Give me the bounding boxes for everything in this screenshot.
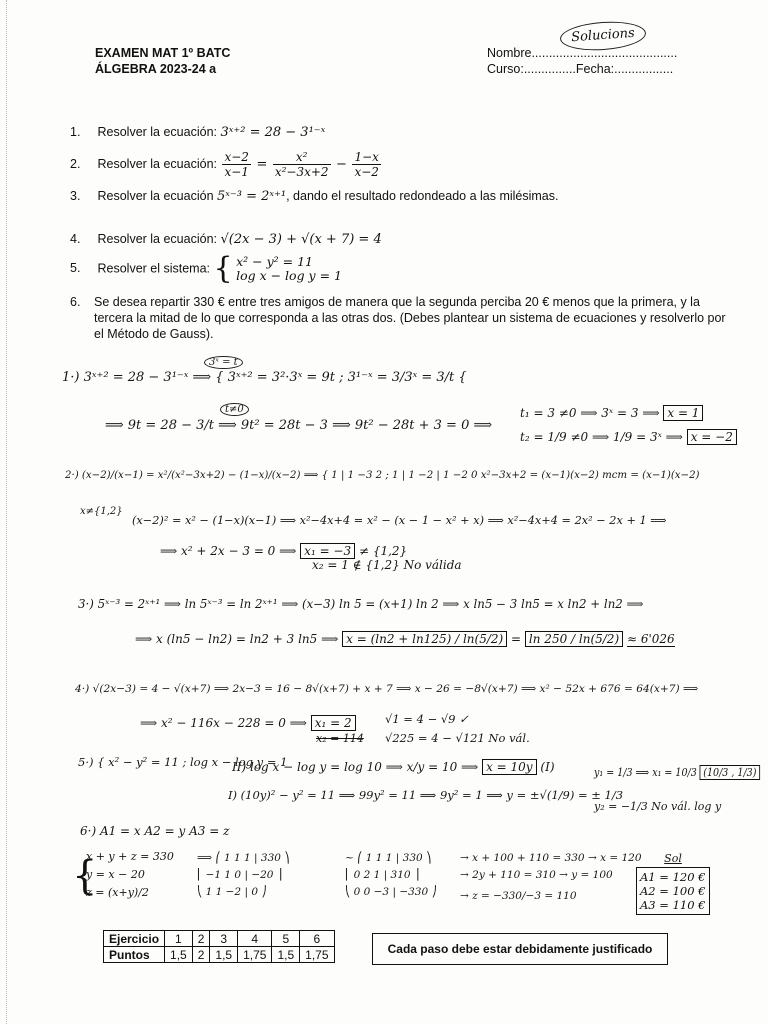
table-cell: 2 <box>192 931 210 947</box>
matrix-initial-row-2: ⎜ −1 1 0 | −20 ⎟ <box>197 869 283 881</box>
justification-note: Cada paso debe estar debidamente justificado <box>372 933 668 965</box>
scan-margin <box>0 0 7 1024</box>
table-row <box>104 947 335 963</box>
table-cell: 2 <box>192 947 210 963</box>
equation-tag: (I) <box>540 760 555 774</box>
solution-2-line-2: (x−2)² = x² − (1−x)(x−1) ⟹ x²−4x+4 = x² − (x − 1 − x² + x) ⟹ x²−4x+4 = 2x² − 2x + 1 ⟹ <box>132 514 667 527</box>
numerator: x² <box>273 150 331 165</box>
student-fields <box>487 45 677 77</box>
question-math: 3ˣ⁺² = 28 − 3¹⁻ˣ <box>220 125 326 140</box>
equation-2: log x − log y = 1 <box>236 268 342 283</box>
question-math: 5ˣ⁻³ = 2ˣ⁺¹ <box>217 189 287 204</box>
fraction <box>352 150 380 179</box>
rounded-answer: ≈ 6'026 <box>626 632 675 646</box>
back-substitution-3: → z = −330/−3 = 110 <box>460 890 577 902</box>
solution-5-line-1 <box>232 760 555 774</box>
answer-a1: A1 = 120 € <box>640 870 706 884</box>
question-number: 1. <box>70 125 81 139</box>
denominator: x−2 <box>354 165 379 179</box>
solution-6-answer-box <box>636 852 710 915</box>
root-text: t₁ = 3 ≠0 ⟹ 3ˣ = 3 ⟹ <box>520 406 660 420</box>
equation-text: ⟹ x² + 2x − 3 = 0 ⟹ <box>160 544 297 558</box>
matrix-reduced-row-2: ⎜ 0 2 1 | 310 ⎟ <box>345 869 420 881</box>
question-tail: , dando el resultado redondeado a las milésimas. <box>286 189 559 203</box>
root-1-answer: x = 1 <box>663 405 703 421</box>
solution-4-check-1: √1 = 4 − √9 ✓ <box>385 712 469 726</box>
fraction <box>273 150 331 179</box>
solution-4-check-2: √225 = 4 − √121 No vál. <box>385 731 530 745</box>
root-1-answer: x₁ = −3 <box>300 543 355 559</box>
exam-title <box>95 45 230 77</box>
solution-3-line-2: ⟹ x (ln5 − ln2) = ln2 + 3 ln5 ⟹ x = (ln2 + ln125) / ln(5/2) = ln 250 / ln(5/2) ≈ 6'026 <box>135 632 675 646</box>
simplified-answer: ln 250 / ln(5/2) <box>525 631 623 647</box>
solution-1-line-2: ⟹ 9t = 28 − 3/t ⟹ 9t² = 28t − 3 ⟹ 9t² − 28t + 3 = 0 ⟹ <box>105 418 493 433</box>
solution-1-condition: t≠0 <box>220 403 249 416</box>
matrix-initial-row-3: ⎝ 1 1 −2 | 0 ⎠ <box>197 886 267 898</box>
exam-title-line1: EXAMEN MAT 1º BATC <box>95 46 231 60</box>
course-date-field: Curso:...............Fecha:................. <box>487 62 674 76</box>
question-text: Resolver la ecuación: <box>97 232 217 246</box>
root-1-answer: x₁ = 2 <box>311 715 356 731</box>
question-1 <box>70 124 325 141</box>
answer-a2: A2 = 100 € <box>640 884 706 898</box>
table-cell: 1,5 <box>272 947 300 963</box>
points-table <box>103 930 335 963</box>
solutions-stamp: Solucions <box>559 19 647 53</box>
root-1-check: ≠ {1,2} <box>358 544 408 558</box>
root-2-answer: x = −2 <box>687 429 737 445</box>
solution-2-line-3 <box>160 544 407 558</box>
question-5: 5. Resolver el sistema: { x² − y² = 11 log x − log y = 1 <box>70 251 342 286</box>
equation-1: x² − y² = 11 <box>236 254 313 269</box>
solution-4-root-2: x₂ = 114 <box>316 732 364 745</box>
back-substitution-1: → x + 100 + 110 = 330 → x = 120 <box>460 852 642 864</box>
substitution-answer: x = 10y <box>482 759 537 775</box>
solution-1-line-1: 1·) 3ˣ⁺² = 28 − 3¹⁻ˣ ⟹ { 3ˣ⁺² = 3²·3ˣ = 9t ; 3¹⁻ˣ = 3/3ˣ = 3/t { <box>62 370 467 385</box>
question-text: Se desea repartir 330 € entre tres amigos de manera que la segunda perciba 20 € menos que la primera, y la tercera la mitad de lo que corresponda a las otras dos. (Debes plantear un sistema de ecuaciones y resolverlo por el Método de Gauss). <box>94 295 726 341</box>
solution-5-line-2: I) (10y)² − y² = 11 ⟹ 99y² = 11 ⟹ 9y² = 1 ⟹ y = ±√(1/9) = ± 1/3 <box>228 788 624 802</box>
fraction <box>222 150 250 179</box>
solution-4-line-1: 4·) √(2x−3) = 4 − √(x+7) ⟹ 2x−3 = 16 − 8√(x+7) + x + 7 ⟹ x − 26 = −8√(x+7) ⟹ x² − 52x + 676 = 64(x+7) ⟹ <box>75 683 699 695</box>
solution-6-unknowns: 6·) A1 = x A2 = y A3 = z <box>80 824 230 838</box>
numerator: x−2 <box>224 150 249 164</box>
table-cell: 4 <box>238 931 272 947</box>
equation-text: ⟹ x (ln5 − ln2) = ln2 + 3 ln5 ⟹ <box>135 632 339 646</box>
root-text: y₁ = 1/3 ⟹ x₁ = 10/3 <box>594 766 697 779</box>
exact-answer: x = (ln2 + ln125) / ln(5/2) <box>342 631 507 647</box>
answer-a3: A3 = 110 € <box>640 898 706 912</box>
solution-1-substitution: 3ˣ = t <box>204 356 243 369</box>
equation-text: ⟹ x² − 116x − 228 = 0 ⟹ <box>140 716 307 730</box>
system-equation-2: y = x − 20 <box>86 868 145 881</box>
equation-system <box>236 255 342 283</box>
table-cell: 1,75 <box>238 947 272 963</box>
numerator: 1−x <box>354 150 379 164</box>
solution-label: Sol <box>664 852 682 865</box>
table-cell: 5 <box>272 931 300 947</box>
denominator: x−1 <box>224 165 249 179</box>
question-text: Resolver la ecuación <box>97 189 214 203</box>
table-cell: 3 <box>210 931 238 947</box>
matrix-reduced-row-3: ⎝ 0 0 −3 | −330 ⎠ <box>345 886 437 898</box>
question-text: Resolver el sistema: <box>97 261 211 276</box>
question-4 <box>70 231 382 248</box>
table-cell: 1,75 <box>300 947 334 963</box>
solution-1-root-1 <box>520 406 703 420</box>
solution-5-system: 5·) { x² − y² = 11 ; log x − log y = 1 <box>78 755 288 769</box>
name-field: Nombre.......................................... <box>487 46 678 60</box>
system-equation-3: z = (x+y)/2 <box>86 886 149 899</box>
solution-2-domain: x≠{1,2} <box>80 506 123 517</box>
solution-5-root-2: y₂ = −1/3 No vál. log y <box>594 800 722 813</box>
denominator: x²−3x+2 <box>274 165 329 179</box>
system-equation-1: x + y + z = 330 <box>86 850 174 863</box>
question-number: 2. <box>70 156 81 171</box>
question-number: 4. <box>70 232 81 246</box>
question-text: Resolver la ecuación: <box>97 125 217 139</box>
matrix-initial-row-1: ⟹ ⎛ 1 1 1 | 330 ⎞ <box>197 852 290 864</box>
table-cell: Ejercicio <box>104 931 165 947</box>
root-text: t₂ = 1/9 ≠0 ⟹ 1/9 = 3ˣ ⟹ <box>520 430 683 444</box>
solution-2-rejected-root: x₂ = 1 ∉ {1,2} No válida <box>312 558 462 572</box>
question-number: 5. <box>70 261 81 276</box>
back-substitution-2: → 2y + 110 = 310 → y = 100 <box>460 869 613 881</box>
question-number: 3. <box>70 189 81 203</box>
final-answers <box>636 867 710 915</box>
equation-text: II) log x − log y = log 10 ⟹ x/y = 10 ⟹ <box>232 760 479 774</box>
table-cell: 1,5 <box>165 947 193 963</box>
exam-title-line2: ÁLGEBRA 2023-24 a <box>95 62 217 76</box>
question-6 <box>70 294 730 342</box>
solution-3-line-1: 3·) 5ˣ⁻³ = 2ˣ⁺¹ ⟹ ln 5ˣ⁻³ = ln 2ˣ⁺¹ ⟹ (x−3) ln 5 = (x+1) ln 2 ⟹ x ln5 − 3 ln5 = x ln2 + ln2 ⟹ <box>78 597 644 611</box>
table-cell: Puntos <box>104 947 165 963</box>
solution-1-root-2 <box>520 430 737 444</box>
question-3 <box>70 188 558 205</box>
question-math: √(2x − 3) + √(x + 7) = 4 <box>220 232 382 247</box>
table-cell: 1,5 <box>210 947 238 963</box>
solution-pair-answer: (10/3 , 1/3) <box>700 765 760 780</box>
table-cell: 1 <box>165 931 193 947</box>
matrix-reduced-row-1: ~ ⎛ 1 1 1 | 330 ⎞ <box>345 852 432 864</box>
question-number: 6. <box>70 295 81 309</box>
question-2: 2. Resolver la ecuación: $\frac{x-2}{x-1}$ = $\frac{\text{x²}}{\text{x²−3x+2}}$ − $\frac{1-x}{x-2}$ <box>70 150 379 179</box>
table-cell: 6 <box>300 931 334 947</box>
solution-4-line-2 <box>140 716 356 730</box>
solution-5-root-1 <box>594 766 760 779</box>
table-row <box>104 931 335 947</box>
question-text: Resolver la ecuación: <box>97 156 217 171</box>
system-brace: { <box>72 853 98 899</box>
solution-2-line-1: 2·) (x−2)/(x−1) = x²/(x²−3x+2) − (1−x)/(x−2) ⟹ { 1 | 1 −3 2 ; 1 | 1 −2 | 1 −2 0 x²−3x+2 = (x−1)(x−2) mcm = (x−1)(x−2) <box>65 470 700 481</box>
